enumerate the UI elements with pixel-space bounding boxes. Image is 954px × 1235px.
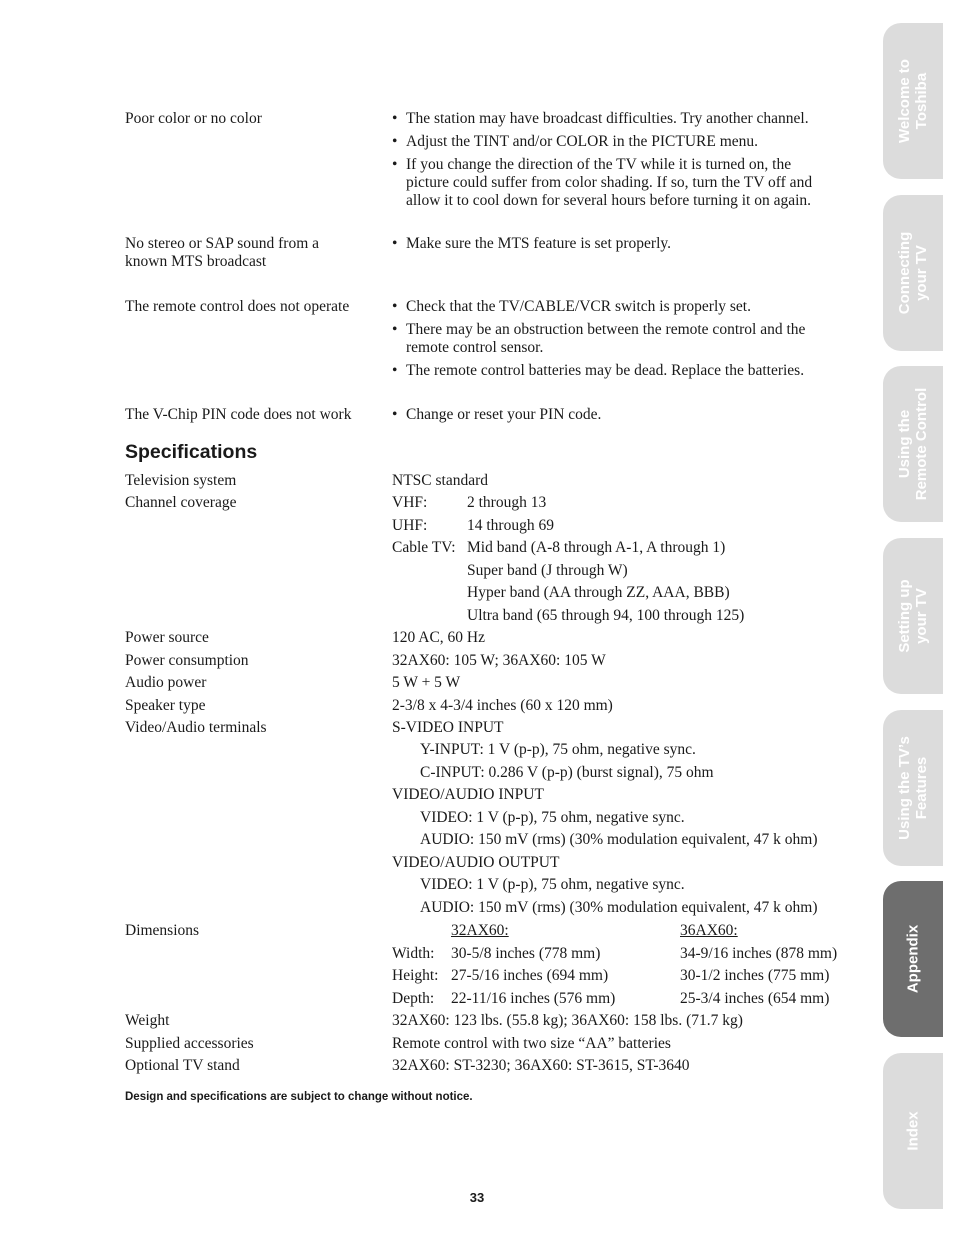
spec-label: Optional TV stand (125, 1057, 240, 1074)
terminal-detail: AUDIO: 150 mV (rms) (30% modulation equivalent, 47 k ohm) (420, 899, 818, 916)
tab-using-the-tvs-features[interactable] (883, 710, 943, 866)
bullet-icon: • (392, 406, 398, 423)
spec-label: Audio power (125, 674, 207, 691)
list-item: • There may be an obstruction between the remote control and the remote control sensor. (392, 321, 806, 356)
list-item: • Check that the TV/CABLE/VCR switch is properly set. (392, 298, 751, 315)
dimension-value: 27-5/16 inches (694 mm) (451, 967, 609, 984)
tab-label: Features (913, 756, 930, 820)
spec-value: Remote control with two size “AA” batteries (392, 1035, 671, 1052)
spec-label: Power source (125, 629, 209, 646)
tab-label: Appendix (904, 924, 922, 994)
spec-label: Dimensions (125, 922, 200, 939)
bullet-icon: • (392, 298, 398, 315)
tab-index[interactable] (883, 1053, 943, 1209)
channel-value: 2 through 13 (467, 494, 547, 511)
tab-using-the-remote-control[interactable] (883, 366, 943, 522)
spec-label: Supplied accessories (125, 1035, 254, 1052)
problem-no-stereo: No stereo or SAP sound from a known MTS broadcast (125, 235, 320, 270)
tab-label: Index (904, 1111, 922, 1151)
tab-label: Using the (896, 409, 913, 479)
tab-appendix[interactable] (883, 881, 943, 1037)
terminal-heading: S-VIDEO INPUT (392, 719, 504, 736)
dimension-value: 34-9/16 inches (878 mm) (680, 945, 838, 962)
terminal-detail: VIDEO: 1 V (p-p), 75 ohm, negative sync. (420, 876, 685, 893)
spec-value: NTSC standard (392, 472, 489, 489)
section-heading-specifications: Specifications (125, 441, 258, 463)
solutions-vchip (392, 406, 832, 429)
spec-label: Channel coverage (125, 494, 237, 511)
terminal-detail: AUDIO: 150 mV (rms) (30% modulation equivalent, 47 k ohm) (420, 831, 818, 848)
channel-value: Mid band (A-8 through A-1, A through 1) (467, 539, 726, 556)
problem-vchip: The V-Chip PIN code does not work (125, 406, 352, 423)
channel-value: 14 through 69 (467, 517, 554, 534)
spec-label: Speaker type (125, 697, 206, 714)
bullet-icon: • (392, 156, 398, 173)
channel-value: Super band (J through W) (467, 562, 628, 579)
dimension-value: 22-11/16 inches (576 mm) (451, 990, 616, 1007)
solutions-poor-color (392, 110, 832, 215)
solutions-remote (392, 298, 832, 385)
bullet-icon: • (392, 133, 398, 150)
terminal-detail: VIDEO: 1 V (p-p), 75 ohm, negative sync. (420, 809, 685, 826)
page-number: 33 (469, 1190, 485, 1205)
list-item: • Change or reset your PIN code. (392, 406, 602, 423)
bullet-icon: • (392, 235, 398, 252)
list-item: • If you change the direction of the TV while it is turned on, the picture could suffer from color shading. If so, turn the TV off and allow it to cool down for several hours before turning it on again. (392, 156, 813, 209)
problem-poor-color: Poor color or no color (125, 110, 262, 127)
tab-label: Setting up (896, 579, 913, 653)
spec-value: 32AX60: 123 lbs. (55.8 kg); 36AX60: 158 lbs. (71.7 kg) (392, 1012, 743, 1029)
tab-welcome-to-toshiba[interactable] (883, 23, 943, 179)
dimension-value: 30-1/2 inches (775 mm) (680, 967, 830, 984)
channel-value: Ultra band (65 through 94, 100 through 125) (467, 607, 745, 624)
channel-label: UHF: (392, 517, 428, 534)
spec-value: 5 W + 5 W (392, 674, 461, 691)
channel-label: VHF: (392, 494, 428, 511)
bullet-icon: • (392, 110, 398, 127)
channel-label: Cable TV: (392, 539, 456, 556)
spec-label: Weight (125, 1012, 170, 1029)
spec-label: Video/Audio terminals (125, 719, 267, 736)
terminal-heading: VIDEO/AUDIO OUTPUT (392, 854, 560, 871)
list-item: • The remote control batteries may be dead. Replace the batteries. (392, 362, 805, 379)
footnote: Design and specifications are subject to change without notice. (125, 1091, 473, 1103)
bullet-icon: • (392, 362, 398, 379)
problem-remote: The remote control does not operate (125, 298, 350, 315)
dimension-value: 30-5/8 inches (778 mm) (451, 945, 601, 962)
tab-label: Remote Control (913, 387, 930, 501)
bullet-icon: • (392, 321, 398, 338)
terminal-detail: C-INPUT: 0.286 V (p-p) (burst signal), 75 ohm (420, 764, 714, 781)
solutions-no-stereo (392, 235, 832, 258)
terminal-detail: Y-INPUT: 1 V (p-p), 75 ohm, negative sync. (420, 741, 696, 758)
spec-value: 32AX60: 105 W; 36AX60: 105 W (392, 652, 606, 669)
spec-value: 2-3/8 x 4-3/4 inches (60 x 120 mm) (392, 697, 613, 714)
channel-value: Hyper band (AA through ZZ, AAA, BBB) (467, 584, 730, 601)
list-item: • Make sure the MTS feature is set properly. (392, 235, 671, 252)
dimension-label: Width: (392, 945, 435, 962)
dimension-label: Depth: (392, 990, 435, 1007)
spec-value: 32AX60: ST-3230; 36AX60: ST-3615, ST-3640 (392, 1057, 690, 1074)
list-item: • Adjust the TINT and/or COLOR in the PICTURE menu. (392, 133, 759, 150)
terminal-heading: VIDEO/AUDIO INPUT (392, 786, 544, 803)
tab-label: Welcome to (896, 59, 913, 143)
list-item: • The station may have broadcast difficulties. Try another channel. (392, 110, 809, 127)
spec-label: Power consumption (125, 652, 249, 669)
tab-setting-up-your-tv[interactable] (883, 538, 943, 694)
spec-label: Television system (125, 472, 237, 489)
dimension-model-header: 36AX60: (680, 922, 738, 939)
spec-value: 120 AC, 60 Hz (392, 629, 485, 646)
tab-label: your TV (913, 588, 930, 644)
tab-label: Connecting (896, 231, 913, 315)
dimension-value: 25-3/4 inches (654 mm) (680, 990, 830, 1007)
dimension-model-header: 32AX60: (451, 922, 509, 939)
dimension-label: Height: (392, 967, 439, 984)
tab-label: Toshiba (913, 72, 930, 130)
tab-label: Using the TV’s (896, 736, 913, 840)
tab-connecting-your-tv[interactable] (883, 195, 943, 351)
tab-label: your TV (913, 245, 930, 301)
